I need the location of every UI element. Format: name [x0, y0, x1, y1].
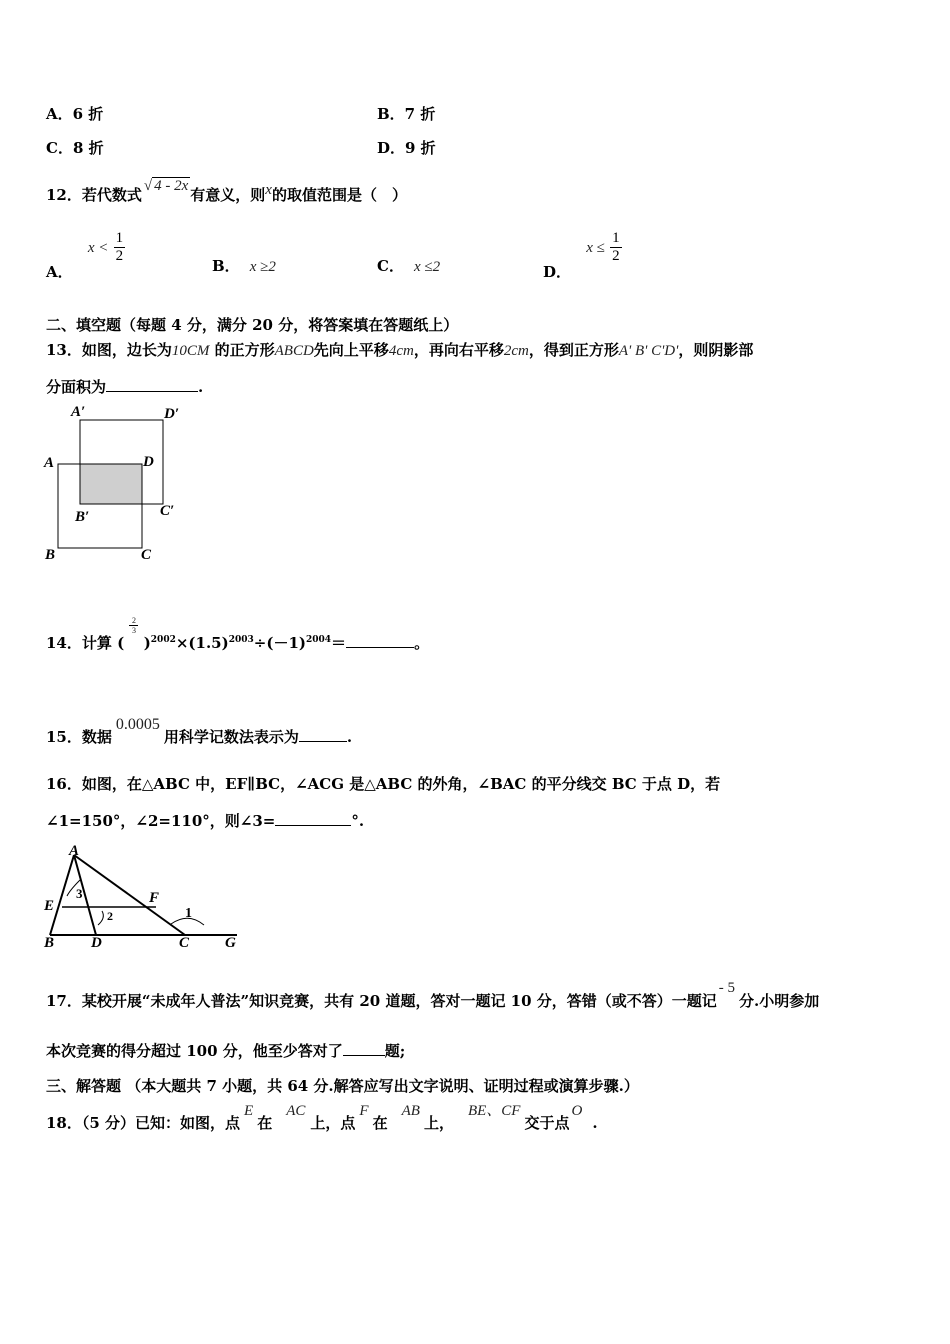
q15-stem: 15．数据0.0005用科学记数法表示为 . [46, 716, 353, 746]
label-d-prime: D′ [164, 406, 180, 422]
answer-blank[interactable] [275, 811, 351, 826]
q17-stem-line2: 本次竞赛的得分超过 100 分，他至少答对了 题; [46, 1042, 406, 1060]
label-c: C [141, 547, 152, 563]
q11-option-a: A．6 折 [46, 105, 104, 123]
section-3-title: 三、解答题 （本大题共 7 小题，共 64 分.解答应写出文字说明、证明过程或演算步骤.） [46, 1077, 639, 1095]
answer-blank[interactable] [106, 377, 198, 392]
shaded-region [80, 464, 142, 504]
section-2-title: 二、填空题（每题 4 分，满分 20 分，将答案填在答题纸上） [46, 316, 459, 334]
label-b: B [44, 935, 55, 951]
label-e: E [44, 898, 55, 914]
sqrt-expression: √ 4 - 2x [143, 178, 189, 194]
angle-3: 3 [76, 886, 83, 901]
q16-stem-line1: 16．如图，在△ABC 中，EF∥BC，∠ACG 是△ABC 的外角，∠BAC 的平分线交 BC 于点 D，若 [46, 775, 721, 793]
answer-blank[interactable] [343, 1041, 385, 1056]
q13-stem-line1: 13．如图，边长为10CM 的正方形ABCD先向上平移4cm，再向右平移2cm，得到正方形A' B' C'D'，则阴影部 [46, 341, 754, 359]
label-g: G [225, 935, 236, 951]
q12-option-d: D． x ≤ $\frac{1}{2}$ [543, 230, 620, 281]
label-b-prime: B′ [75, 509, 90, 525]
q11-option-c: C．8 折 [46, 139, 104, 157]
q12-option-c: C． x ≤2 [377, 257, 441, 275]
q17-stem-line1: 17．某校开展“未成年人普法”知识竞赛，共有 20 道题，答对一题记 10 分，答错（或不答）一题记- 5分.小明参加 [46, 980, 820, 1010]
label-f: F [149, 890, 160, 906]
q11-option-b: B．7 折 [377, 105, 436, 123]
label-d: D [143, 454, 154, 470]
q13-figure [40, 400, 200, 569]
q16-stem-line2: ∠1=150°，∠2=110°，则∠3= °. [46, 812, 365, 830]
label-a: A [44, 455, 55, 471]
label-a: A [69, 843, 80, 859]
answer-blank[interactable] [299, 727, 347, 742]
q16-figure [40, 840, 250, 956]
label-d: D [91, 935, 102, 951]
angle-2: 2 [107, 909, 113, 923]
q14-stem: 14．计算 ( 2 3 )$^{2002}\times(1.5)^{2003}\div(-1)^{2004}=$ 。 [46, 616, 430, 652]
q13-stem-line2: 分面积为 . [46, 378, 204, 396]
label-c-prime: C′ [160, 503, 175, 519]
q12-stem: 12．若代数式 √ 4 - 2x 有意义，则x的取值范围是（ ） [46, 178, 407, 204]
angle-1: 1 [185, 906, 192, 921]
label-a-prime: A′ [71, 404, 86, 420]
answer-blank[interactable] [346, 633, 414, 648]
label-c: C [179, 935, 190, 951]
q12-option-a: A． x < $\frac{1}{2}$ [46, 230, 124, 281]
label-b: B [45, 547, 56, 563]
q18-stem: 18．（5 分）已知：如图，点E在AC上，点F在AB上，BE、CF交于点O. [46, 1103, 598, 1132]
q11-option-d: D．9 折 [377, 139, 436, 157]
q12-option-b: B． x ≥2 [212, 257, 276, 275]
